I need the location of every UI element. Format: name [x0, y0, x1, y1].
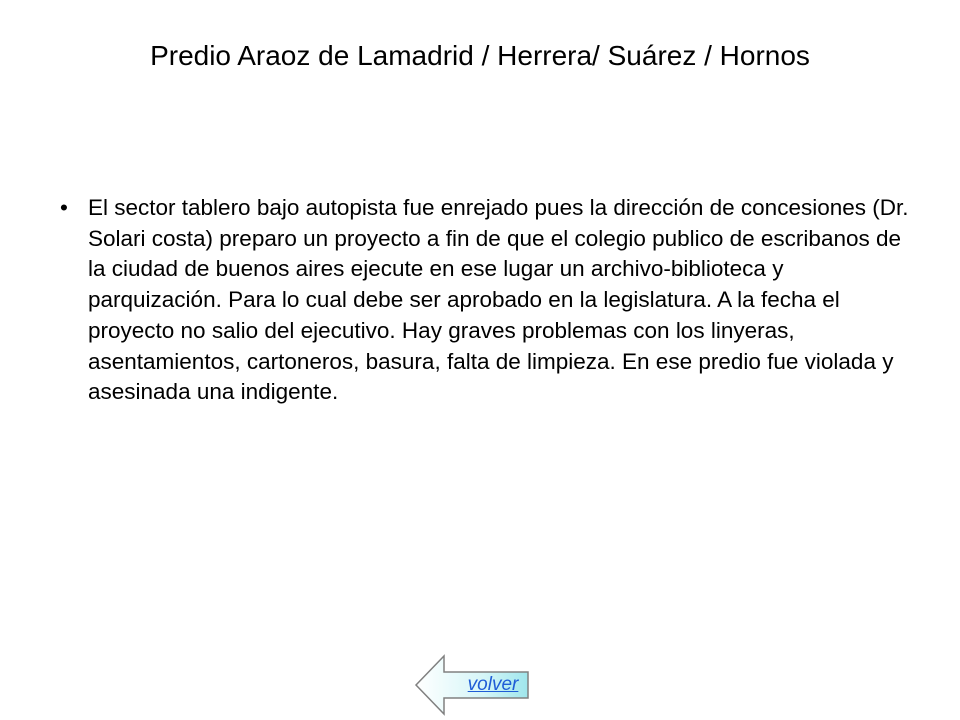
- slide-title: Predio Araoz de Lamadrid / Herrera/ Suárez / Hornos: [150, 40, 810, 71]
- back-button[interactable]: [414, 654, 530, 716]
- bullet-icon: •: [60, 195, 68, 220]
- bullet-list: [60, 193, 910, 408]
- bullet-item: [60, 193, 910, 408]
- back-link-label[interactable]: volver: [467, 674, 519, 695]
- bullet-text: El sector tablero bajo autopista fue enrejado pues la dirección de concesiones (Dr. Solari costa) preparo un proyecto a fin de que el colegio publico de escribanos de la ciudad de buenos aires ejecute en ese lugar un archivo-biblioteca y parquización. Para lo cual debe ser aprobado en la legislatura. A la fecha el proyecto no salio del ejecutivo. Hay graves problemas con los linyeras, asentamientos, cartoneros, basura, falta de limpieza. En ese predio fue violada y asesinada una indigente.: [88, 195, 909, 405]
